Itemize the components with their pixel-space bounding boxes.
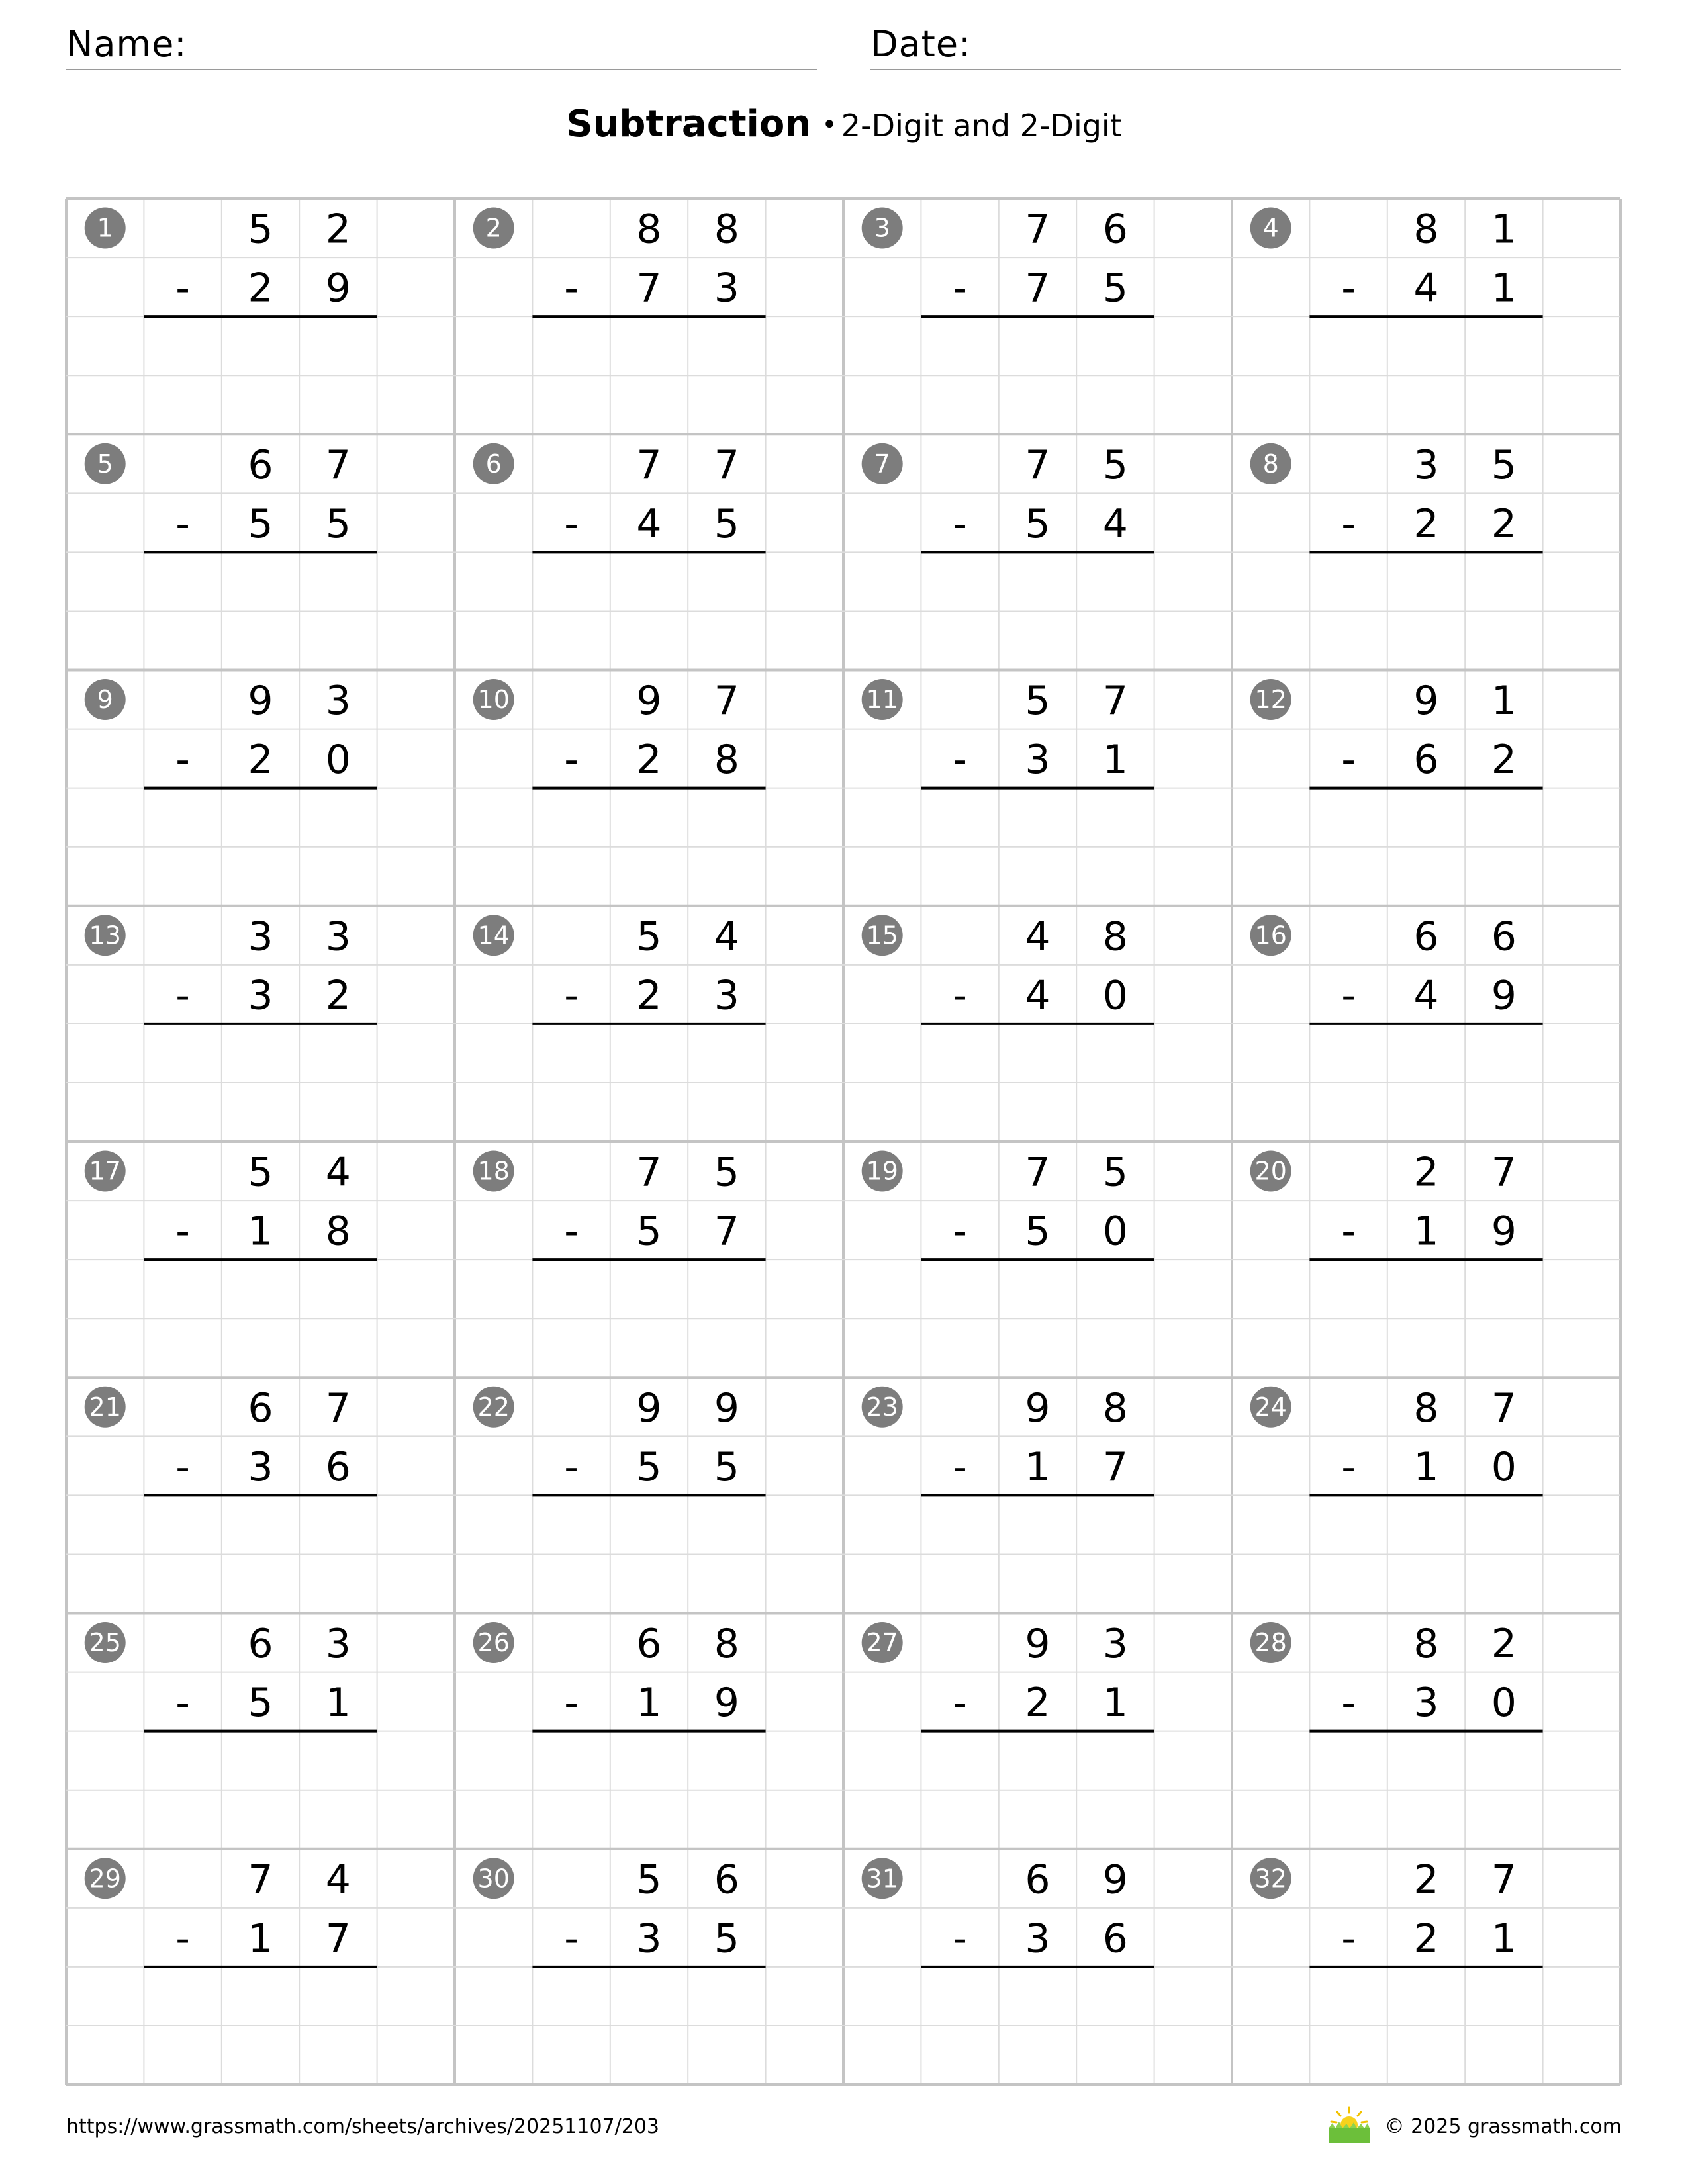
problem-number-label: 24 bbox=[1254, 1392, 1287, 1422]
minus-sign: - bbox=[1341, 972, 1356, 1019]
minuend-tens-digit: 3 bbox=[248, 913, 273, 960]
minuend-ones-digit: 4 bbox=[714, 913, 739, 960]
minuend-ones-digit: 4 bbox=[325, 1149, 351, 1196]
problem-number-label: 6 bbox=[485, 449, 502, 478]
subtrahend-tens-digit: 5 bbox=[636, 1208, 662, 1255]
minuend-tens-digit: 4 bbox=[1025, 913, 1051, 960]
problem-15 bbox=[862, 913, 1154, 1024]
problem-21 bbox=[85, 1385, 377, 1496]
problem-32 bbox=[1250, 1856, 1543, 1967]
minus-sign: - bbox=[175, 1915, 190, 1962]
subtrahend-ones-digit: 0 bbox=[1491, 1680, 1517, 1727]
subtrahend-tens-digit: 2 bbox=[1025, 1680, 1051, 1727]
minuend-tens-digit: 9 bbox=[1025, 1385, 1051, 1432]
minus-sign: - bbox=[564, 972, 579, 1019]
subtrahend-ones-digit: 7 bbox=[1102, 1443, 1128, 1490]
minuend-tens-digit: 5 bbox=[636, 913, 662, 960]
minus-sign: - bbox=[953, 972, 967, 1019]
problem-number-label: 5 bbox=[97, 449, 113, 478]
minus-sign: - bbox=[175, 1208, 190, 1255]
minus-sign: - bbox=[1341, 1680, 1356, 1727]
minuend-ones-digit: 6 bbox=[1491, 913, 1517, 960]
minus-sign: - bbox=[564, 1443, 579, 1490]
problem-number-label: 30 bbox=[477, 1864, 510, 1893]
problem-number-badge bbox=[473, 443, 514, 484]
problem-number-label: 23 bbox=[866, 1392, 898, 1422]
problem-number-badge bbox=[85, 208, 126, 249]
problem-number-badge bbox=[1250, 1387, 1291, 1428]
problem-number-badge bbox=[85, 1622, 126, 1663]
problem-number-label: 32 bbox=[1254, 1864, 1287, 1893]
subtrahend-tens-digit: 4 bbox=[1413, 265, 1439, 312]
subtrahend-tens-digit: 2 bbox=[248, 737, 273, 784]
minuend-tens-digit: 7 bbox=[636, 1149, 662, 1196]
problem-number-badge bbox=[1250, 443, 1291, 484]
problem-number-label: 27 bbox=[866, 1628, 898, 1658]
minus-sign: - bbox=[1341, 1915, 1356, 1962]
minuend-ones-digit: 8 bbox=[1102, 913, 1128, 960]
title-main: Subtraction bbox=[566, 103, 812, 146]
problem-number-label: 21 bbox=[89, 1392, 121, 1422]
minuend-ones-digit: 8 bbox=[714, 206, 739, 253]
subtrahend-tens-digit: 3 bbox=[248, 972, 273, 1019]
problem-31 bbox=[862, 1856, 1154, 1967]
minuend-ones-digit: 7 bbox=[325, 441, 351, 488]
problem-number-label: 31 bbox=[866, 1864, 898, 1893]
subtrahend-tens-digit: 7 bbox=[1025, 265, 1051, 312]
subtrahend-ones-digit: 2 bbox=[1491, 737, 1517, 784]
subtrahend-ones-digit: 1 bbox=[1102, 1680, 1128, 1727]
subtrahend-tens-digit: 1 bbox=[1413, 1208, 1439, 1255]
minuend-tens-digit: 3 bbox=[1413, 441, 1439, 488]
problem-number-label: 1 bbox=[97, 213, 113, 243]
subtrahend-tens-digit: 2 bbox=[1413, 1915, 1439, 1962]
problem-number-badge bbox=[473, 1858, 514, 1899]
minuend-tens-digit: 7 bbox=[1025, 206, 1051, 253]
problem-number-label: 11 bbox=[866, 685, 898, 715]
problem-8 bbox=[1250, 442, 1543, 553]
minuend-tens-digit: 5 bbox=[636, 1856, 662, 1903]
problem-27 bbox=[862, 1621, 1154, 1731]
minuend-tens-digit: 2 bbox=[1413, 1856, 1439, 1903]
problem-10 bbox=[473, 678, 766, 788]
problem-number-label: 22 bbox=[477, 1392, 510, 1422]
subtrahend-tens-digit: 3 bbox=[1413, 1680, 1439, 1727]
problem-20 bbox=[1250, 1150, 1543, 1260]
minuend-tens-digit: 7 bbox=[1025, 441, 1051, 488]
subtrahend-tens-digit: 2 bbox=[248, 265, 273, 312]
subtrahend-ones-digit: 0 bbox=[1102, 1208, 1128, 1255]
subtrahend-ones-digit: 9 bbox=[325, 265, 351, 312]
problem-6 bbox=[473, 442, 766, 553]
subtrahend-tens-digit: 1 bbox=[1025, 1443, 1051, 1490]
problem-number-badge bbox=[473, 208, 514, 249]
minuend-tens-digit: 6 bbox=[248, 441, 273, 488]
footer-copyright: © 2025 grassmath.com bbox=[1384, 2115, 1622, 2138]
subtrahend-tens-digit: 5 bbox=[636, 1443, 662, 1490]
problem-number-badge bbox=[862, 1858, 903, 1899]
minuend-tens-digit: 2 bbox=[1413, 1149, 1439, 1196]
minus-sign: - bbox=[175, 265, 190, 312]
subtrahend-tens-digit: 2 bbox=[1413, 500, 1439, 547]
problem-29 bbox=[85, 1856, 377, 1967]
minuend-tens-digit: 7 bbox=[1025, 1149, 1051, 1196]
minus-sign: - bbox=[564, 1208, 579, 1255]
minus-sign: - bbox=[1341, 737, 1356, 784]
minuend-ones-digit: 1 bbox=[1491, 206, 1517, 253]
minuend-ones-digit: 7 bbox=[325, 1385, 351, 1432]
subtrahend-ones-digit: 5 bbox=[714, 1915, 739, 1962]
problem-number-label: 26 bbox=[477, 1628, 510, 1658]
subtrahend-tens-digit: 5 bbox=[248, 500, 273, 547]
problem-number-badge bbox=[862, 679, 903, 720]
problem-number-label: 14 bbox=[477, 921, 510, 950]
problem-13 bbox=[85, 913, 377, 1024]
subtrahend-ones-digit: 5 bbox=[714, 500, 739, 547]
minuend-ones-digit: 3 bbox=[325, 1621, 351, 1668]
problem-22 bbox=[473, 1385, 766, 1496]
problem-4 bbox=[1250, 206, 1543, 317]
minuend-ones-digit: 8 bbox=[1102, 1385, 1128, 1432]
subtrahend-ones-digit: 3 bbox=[714, 265, 739, 312]
subtrahend-ones-digit: 9 bbox=[1491, 1208, 1517, 1255]
problem-number-badge bbox=[1250, 1622, 1291, 1663]
minus-sign: - bbox=[953, 1443, 967, 1490]
subtrahend-ones-digit: 1 bbox=[1102, 737, 1128, 784]
problem-number-badge bbox=[85, 679, 126, 720]
subtrahend-ones-digit: 0 bbox=[1491, 1443, 1517, 1490]
subtrahend-ones-digit: 2 bbox=[325, 972, 351, 1019]
subtrahend-ones-digit: 8 bbox=[325, 1208, 351, 1255]
problem-number-badge bbox=[862, 443, 903, 484]
minus-sign: - bbox=[175, 500, 190, 547]
subtrahend-ones-digit: 9 bbox=[1491, 972, 1517, 1019]
minuend-ones-digit: 1 bbox=[1491, 678, 1517, 725]
problem-11 bbox=[862, 678, 1154, 788]
subtrahend-ones-digit: 1 bbox=[325, 1680, 351, 1727]
problem-26 bbox=[473, 1621, 766, 1731]
problem-1 bbox=[85, 206, 377, 317]
subtrahend-ones-digit: 5 bbox=[1102, 265, 1128, 312]
subtrahend-tens-digit: 7 bbox=[636, 265, 662, 312]
subtrahend-tens-digit: 1 bbox=[1413, 1443, 1439, 1490]
subtrahend-tens-digit: 4 bbox=[636, 500, 662, 547]
minuend-tens-digit: 7 bbox=[248, 1856, 273, 1903]
problem-number-label: 13 bbox=[89, 921, 121, 950]
subtrahend-ones-digit: 1 bbox=[1491, 1915, 1517, 1962]
minuend-ones-digit: 7 bbox=[714, 441, 739, 488]
subtrahend-tens-digit: 2 bbox=[636, 972, 662, 1019]
subtrahend-ones-digit: 0 bbox=[325, 737, 351, 784]
minus-sign: - bbox=[1341, 1208, 1356, 1255]
minuend-ones-digit: 9 bbox=[714, 1385, 739, 1432]
minus-sign: - bbox=[175, 1443, 190, 1490]
minuend-tens-digit: 9 bbox=[636, 1385, 662, 1432]
minuend-ones-digit: 7 bbox=[1491, 1385, 1517, 1432]
problem-number-badge bbox=[473, 679, 514, 720]
minuend-ones-digit: 3 bbox=[325, 678, 351, 725]
subtrahend-tens-digit: 3 bbox=[1025, 1915, 1051, 1962]
problem-number-label: 25 bbox=[89, 1628, 121, 1658]
minuend-tens-digit: 8 bbox=[1413, 206, 1439, 253]
subtrahend-tens-digit: 1 bbox=[636, 1680, 662, 1727]
minuend-tens-digit: 7 bbox=[636, 441, 662, 488]
minuend-tens-digit: 9 bbox=[1025, 1621, 1051, 1668]
problem-number-label: 28 bbox=[1254, 1628, 1287, 1658]
subtrahend-tens-digit: 1 bbox=[248, 1915, 273, 1962]
minuend-ones-digit: 5 bbox=[1491, 441, 1517, 488]
subtrahend-ones-digit: 2 bbox=[1491, 500, 1517, 547]
grass-sun-logo-icon bbox=[1326, 2105, 1372, 2144]
problem-7 bbox=[862, 442, 1154, 553]
minus-sign: - bbox=[175, 1680, 190, 1727]
problem-number-badge bbox=[1250, 1858, 1291, 1899]
subtrahend-ones-digit: 3 bbox=[714, 972, 739, 1019]
problem-number-label: 10 bbox=[477, 685, 510, 715]
problem-number-label: 16 bbox=[1254, 921, 1287, 950]
problem-number-badge bbox=[473, 915, 514, 956]
minus-sign: - bbox=[953, 265, 967, 312]
problem-number-badge bbox=[1250, 1151, 1291, 1192]
subtrahend-tens-digit: 5 bbox=[1025, 1208, 1051, 1255]
subtrahend-ones-digit: 0 bbox=[1102, 972, 1128, 1019]
problem-number-badge bbox=[862, 1387, 903, 1428]
problem-5 bbox=[85, 442, 377, 553]
footer-url: https://www.grassmath.com/sheets/archives/20251107/203 bbox=[66, 2115, 660, 2138]
problem-number-label: 29 bbox=[89, 1864, 121, 1893]
problem-number-label: 8 bbox=[1262, 449, 1279, 478]
minus-sign: - bbox=[953, 1208, 967, 1255]
minuend-ones-digit: 6 bbox=[1102, 206, 1128, 253]
minuend-ones-digit: 5 bbox=[1102, 1149, 1128, 1196]
subtrahend-ones-digit: 6 bbox=[325, 1443, 351, 1490]
problem-number-badge bbox=[862, 1151, 903, 1192]
minuend-tens-digit: 5 bbox=[248, 206, 273, 253]
minus-sign: - bbox=[1341, 500, 1356, 547]
minus-sign: - bbox=[953, 1915, 967, 1962]
problem-number-label: 20 bbox=[1254, 1156, 1287, 1186]
minuend-tens-digit: 9 bbox=[636, 678, 662, 725]
problem-number-badge bbox=[1250, 679, 1291, 720]
problem-number-label: 19 bbox=[866, 1156, 898, 1186]
minuend-ones-digit: 8 bbox=[714, 1621, 739, 1668]
problem-3 bbox=[862, 206, 1154, 317]
title-subtitle: 2-Digit and 2-Digit bbox=[841, 108, 1122, 144]
problem-number-label: 4 bbox=[1262, 213, 1279, 243]
minuend-tens-digit: 9 bbox=[248, 678, 273, 725]
problem-number-badge bbox=[1250, 208, 1291, 249]
minuend-ones-digit: 2 bbox=[325, 206, 351, 253]
problem-number-badge bbox=[85, 915, 126, 956]
problem-number-label: 2 bbox=[485, 213, 502, 243]
minus-sign: - bbox=[175, 737, 190, 784]
subtrahend-ones-digit: 4 bbox=[1102, 500, 1128, 547]
subtrahend-ones-digit: 9 bbox=[714, 1680, 739, 1727]
subtrahend-tens-digit: 5 bbox=[1025, 500, 1051, 547]
minus-sign: - bbox=[953, 737, 967, 784]
title-bullet: • bbox=[821, 110, 837, 140]
minuend-ones-digit: 5 bbox=[1102, 441, 1128, 488]
problem-number-badge bbox=[862, 915, 903, 956]
minuend-ones-digit: 9 bbox=[1102, 1856, 1128, 1903]
problem-number-label: 3 bbox=[874, 213, 890, 243]
minus-sign: - bbox=[564, 1680, 579, 1727]
minus-sign: - bbox=[564, 500, 579, 547]
minuend-tens-digit: 6 bbox=[636, 1621, 662, 1668]
subtrahend-ones-digit: 1 bbox=[1491, 265, 1517, 312]
minus-sign: - bbox=[953, 1680, 967, 1727]
minus-sign: - bbox=[564, 737, 579, 784]
problem-16 bbox=[1250, 913, 1543, 1024]
problem-number-badge bbox=[473, 1622, 514, 1663]
problem-23 bbox=[862, 1385, 1154, 1496]
subtrahend-ones-digit: 8 bbox=[714, 737, 739, 784]
grid-lines bbox=[66, 199, 1620, 2085]
minus-sign: - bbox=[1341, 1443, 1356, 1490]
minuend-tens-digit: 5 bbox=[248, 1149, 273, 1196]
problem-number-badge bbox=[85, 443, 126, 484]
problem-24 bbox=[1250, 1385, 1543, 1496]
minuend-ones-digit: 7 bbox=[1491, 1149, 1517, 1196]
problem-number-label: 15 bbox=[866, 921, 898, 950]
subtrahend-ones-digit: 7 bbox=[325, 1915, 351, 1962]
minuend-tens-digit: 6 bbox=[1025, 1856, 1051, 1903]
problem-number-badge bbox=[85, 1387, 126, 1428]
name-label: Name: bbox=[66, 23, 187, 65]
minus-sign: - bbox=[175, 972, 190, 1019]
subtrahend-tens-digit: 2 bbox=[636, 737, 662, 784]
problem-number-label: 12 bbox=[1254, 685, 1287, 715]
problem-number-badge bbox=[473, 1387, 514, 1428]
minuend-ones-digit: 7 bbox=[1491, 1856, 1517, 1903]
problem-number-label: 18 bbox=[477, 1156, 510, 1186]
problem-2 bbox=[473, 206, 766, 317]
date-label: Date: bbox=[870, 23, 972, 65]
minuend-ones-digit: 3 bbox=[1102, 1621, 1128, 1668]
problem-28 bbox=[1250, 1621, 1543, 1731]
subtrahend-tens-digit: 3 bbox=[636, 1915, 662, 1962]
subtrahend-tens-digit: 4 bbox=[1413, 972, 1439, 1019]
problem-12 bbox=[1250, 678, 1543, 788]
subtrahend-tens-digit: 3 bbox=[248, 1443, 273, 1490]
minuend-tens-digit: 6 bbox=[248, 1385, 273, 1432]
minuend-tens-digit: 9 bbox=[1413, 678, 1439, 725]
subtrahend-tens-digit: 1 bbox=[248, 1208, 273, 1255]
minuend-ones-digit: 7 bbox=[1102, 678, 1128, 725]
subtrahend-tens-digit: 5 bbox=[248, 1680, 273, 1727]
minuend-tens-digit: 6 bbox=[1413, 913, 1439, 960]
subtrahend-tens-digit: 3 bbox=[1025, 737, 1051, 784]
minuend-tens-digit: 5 bbox=[1025, 678, 1051, 725]
subtrahend-ones-digit: 7 bbox=[714, 1208, 739, 1255]
minuend-ones-digit: 6 bbox=[714, 1856, 739, 1903]
problem-18 bbox=[473, 1150, 766, 1260]
minuend-ones-digit: 7 bbox=[714, 678, 739, 725]
minuend-tens-digit: 8 bbox=[1413, 1621, 1439, 1668]
problem-25 bbox=[85, 1621, 377, 1731]
problem-number-badge bbox=[85, 1151, 126, 1192]
subtrahend-tens-digit: 4 bbox=[1025, 972, 1051, 1019]
minuend-ones-digit: 4 bbox=[325, 1856, 351, 1903]
minuend-tens-digit: 6 bbox=[248, 1621, 273, 1668]
subtrahend-ones-digit: 5 bbox=[714, 1443, 739, 1490]
minus-sign: - bbox=[564, 1915, 579, 1962]
problem-number-badge bbox=[862, 1622, 903, 1663]
subtrahend-ones-digit: 6 bbox=[1102, 1915, 1128, 1962]
minuend-tens-digit: 8 bbox=[636, 206, 662, 253]
problem-number-label: 17 bbox=[89, 1156, 121, 1186]
minuend-tens-digit: 8 bbox=[1413, 1385, 1439, 1432]
subtrahend-tens-digit: 6 bbox=[1413, 737, 1439, 784]
problem-number-label: 7 bbox=[874, 449, 890, 478]
minus-sign: - bbox=[953, 500, 967, 547]
problem-number-badge bbox=[85, 1858, 126, 1899]
minus-sign: - bbox=[1341, 265, 1356, 312]
problem-30 bbox=[473, 1856, 766, 1967]
problem-number-badge bbox=[862, 208, 903, 249]
minuend-ones-digit: 5 bbox=[714, 1149, 739, 1196]
problem-19 bbox=[862, 1150, 1154, 1260]
minuend-ones-digit: 3 bbox=[325, 913, 351, 960]
problem-9 bbox=[85, 678, 377, 788]
problem-17 bbox=[85, 1150, 377, 1260]
minus-sign: - bbox=[564, 265, 579, 312]
problem-number-label: 9 bbox=[97, 685, 113, 715]
problem-number-badge bbox=[473, 1151, 514, 1192]
subtrahend-ones-digit: 5 bbox=[325, 500, 351, 547]
problem-number-badge bbox=[1250, 915, 1291, 956]
problem-14 bbox=[473, 913, 766, 1024]
minuend-ones-digit: 2 bbox=[1491, 1621, 1517, 1668]
